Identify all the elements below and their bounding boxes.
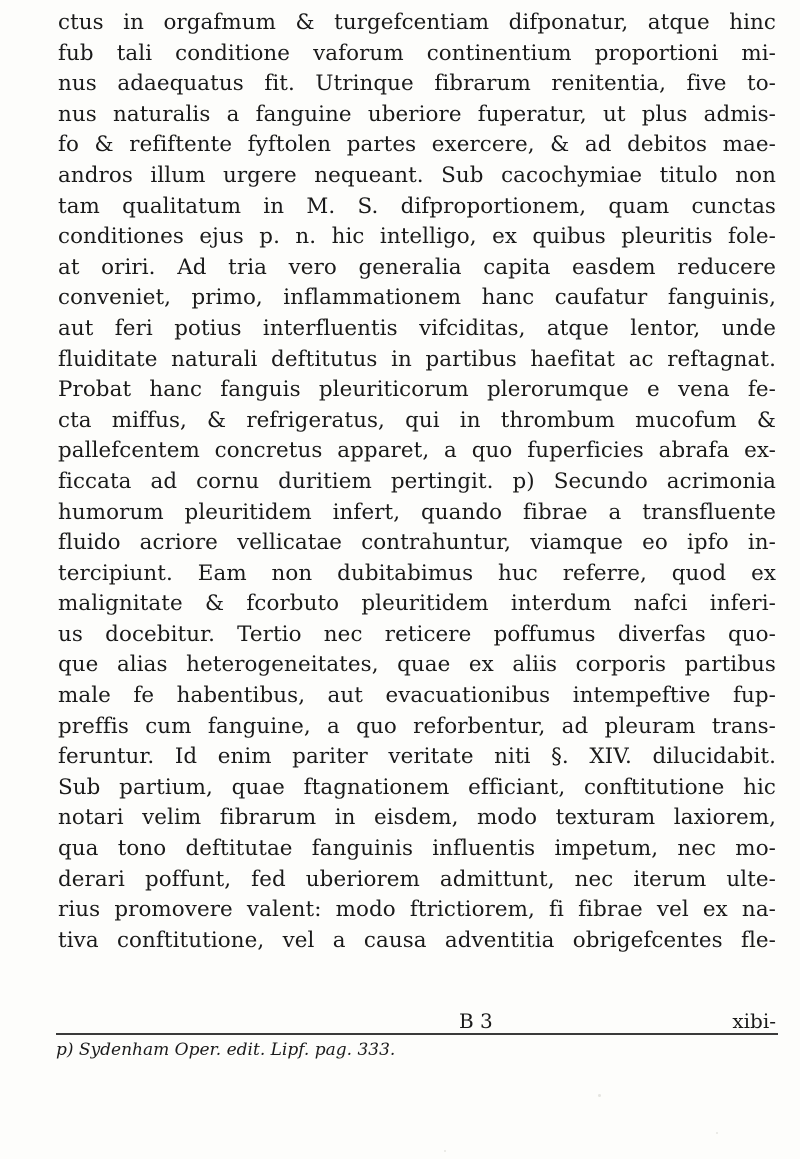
text-line: rius promovere valent: modo ftrictiorem, fi fibrae vel ex na-: [58, 897, 776, 923]
text-line: tiva conftitutione, vel a causa adventitia obrigefcentes fle-: [58, 927, 776, 953]
text-line: preffis cum fanguine, a quo reforbentur, ad pleuram trans-: [58, 713, 776, 739]
catchword: xibi-: [732, 1009, 776, 1033]
footnote: p) Sydenham Oper. edit. Lipf. pag. 333.: [56, 1040, 396, 1060]
text-line: fub tali conditione vaforum continentium proportioni mi-: [58, 40, 776, 66]
text-line: conditiones ejus p. n. hic intelligo, ex quibus pleuritis fole-: [58, 224, 776, 250]
text-line: us docebitur. Tertio nec reticere poffumus diverfas quo-: [58, 621, 776, 647]
paper-speck: [716, 1132, 718, 1134]
text-line: Probat hanc fanguis pleuriticorum plerorumque e vena fe-: [58, 377, 776, 403]
text-line: conveniet, primo, inflammationem hanc caufatur fanguinis,: [58, 285, 776, 311]
text-line: fo & refiftente fyftolen partes exercere, & ad debitos mae-: [58, 132, 776, 158]
text-line: fluido acriore vellicatae contrahuntur, viamque eo ipfo in-: [58, 530, 776, 556]
signature-mark: B 3: [459, 1009, 493, 1033]
text-line: fluiditate naturali deftitutus in partibus haefitat ac reftagnat.: [58, 346, 776, 372]
text-line: tam qualitatum in M. S. difproportionem, quam cunctas: [58, 193, 776, 219]
paper-speck: [598, 1094, 601, 1097]
text-line: aut feri potius interfluentis vifciditas, atque lentor, unde: [58, 315, 776, 341]
text-line: humorum pleuritidem infert, quando fibrae a transfluente: [58, 499, 776, 525]
text-line: ficcata ad cornu duritiem pertingit. p) Secundo acrimonia: [58, 468, 776, 494]
text-line: cta miffus, & refrigeratus, qui in thrombum mucofum &: [58, 407, 776, 433]
text-line: derari poffunt, fed uberiorem admittunt, nec iterum ulte-: [58, 866, 776, 892]
text-line: at oriri. Ad tria vero generalia capita easdem reducere: [58, 254, 776, 280]
text-line: andros illum urgere nequeant. Sub cacochymiae titulo non: [58, 162, 776, 188]
text-line: nus adaequatus fit. Utrinque fibrarum renitentia, five to-: [58, 71, 776, 97]
paper-speck: [444, 1150, 446, 1152]
text-line: notari velim fibrarum in eisdem, modo texturam laxiorem,: [58, 805, 776, 831]
text-line: tercipiunt. Eam non dubitabimus huc referre, quod ex: [58, 560, 776, 586]
text-line: male fe habentibus, aut evacuationibus intempeftive fup-: [58, 683, 776, 709]
signature-row: [58, 1008, 776, 1034]
text-line: ctus in orgafmum & turgefcentiam difponatur, atque hinc: [58, 10, 776, 35]
text-line: qua tono deftitutae fanguinis influentis impetum, nec mo-: [58, 836, 776, 862]
text-line: feruntur. Id enim pariter veritate niti §. XIV. dilucidabit.: [58, 744, 776, 770]
footnote-rule: [56, 1033, 778, 1035]
text-line: que alias heterogeneitates, quae ex aliis corporis partibus: [58, 652, 776, 678]
text-line: pallefcentem concretus apparet, a quo fuperficies abrafa ex-: [58, 438, 776, 464]
text-line: Sub partium, quae ftagnationem efficiant, conftitutione hic: [58, 774, 776, 800]
text-line: nus naturalis a fanguine uberiore fuperatur, ut plus admis-: [58, 101, 776, 127]
text-line: malignitate & fcorbuto pleuritidem interdum nafci inferi-: [58, 591, 776, 617]
body-text: [58, 8, 776, 956]
